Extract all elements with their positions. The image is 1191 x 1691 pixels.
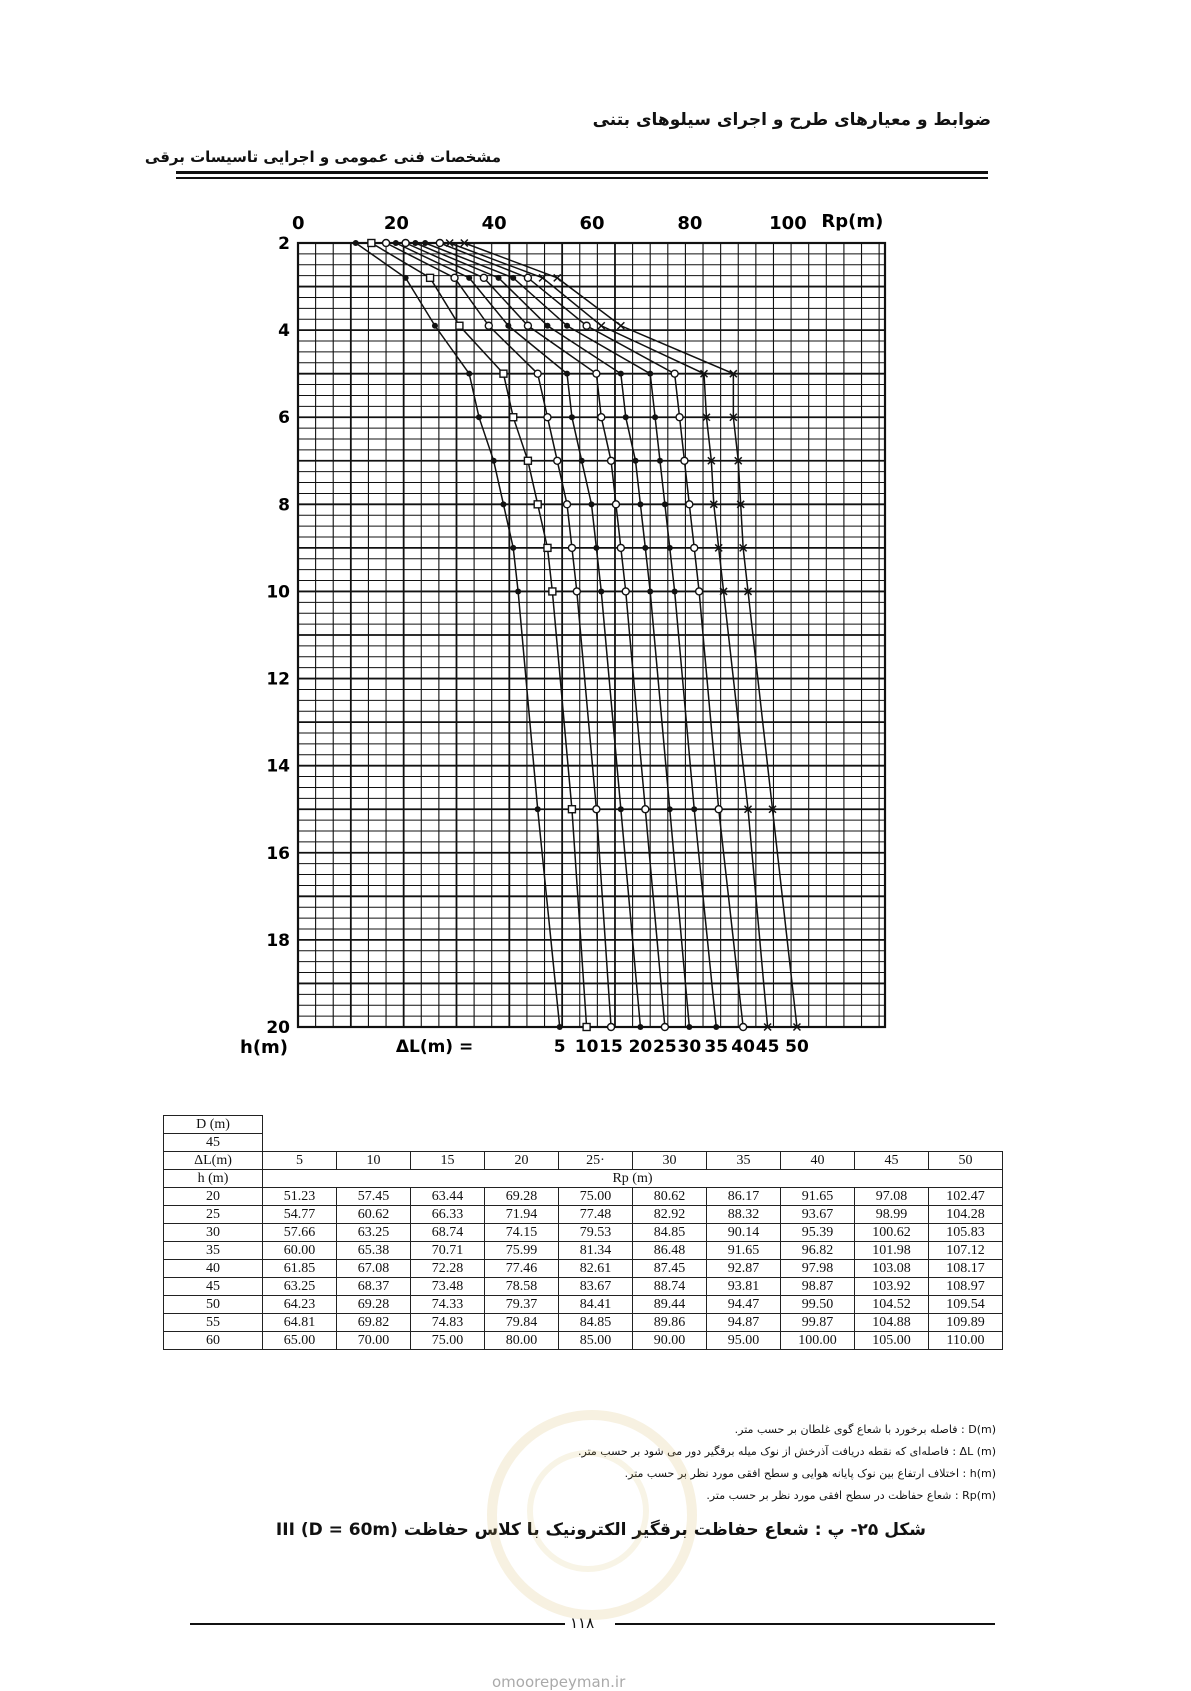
table-row [164, 1296, 1003, 1314]
data-point [598, 588, 604, 594]
table-row-h-label [164, 1170, 1003, 1188]
table-cell: 74.15 [485, 1224, 559, 1242]
table-cell: 69.28 [485, 1188, 559, 1206]
table-d-label: D (m) [164, 1116, 263, 1134]
table-h-value: 50 [164, 1296, 263, 1314]
table-cell: 68.74 [411, 1224, 485, 1242]
series-label: 10 [574, 1037, 599, 1057]
data-point [544, 544, 551, 551]
data-point [544, 323, 550, 329]
data-point [647, 588, 653, 594]
x-tick-label: 0 [292, 213, 305, 234]
table-cell: 100.62 [855, 1224, 929, 1242]
y-tick-label: 8 [278, 495, 290, 516]
watermark-seal-inner [527, 1450, 649, 1572]
table-cell: 89.44 [633, 1296, 707, 1314]
series-label: 5 [553, 1037, 566, 1057]
table-cell: 69.82 [337, 1314, 411, 1332]
table-h-value: 20 [164, 1188, 263, 1206]
table-cell: 94.47 [707, 1296, 781, 1314]
table-cell: 104.88 [855, 1314, 929, 1332]
table-cell: 63.44 [411, 1188, 485, 1206]
table-dl-value: 25· [559, 1152, 633, 1170]
table-h-value: 45 [164, 1278, 263, 1296]
data-point [667, 545, 673, 551]
table-dl-value: 15 [411, 1152, 485, 1170]
data-point [549, 588, 556, 595]
table-cell: 66.33 [411, 1206, 485, 1224]
table-cell: 70.71 [411, 1242, 485, 1260]
series-labels [396, 1037, 809, 1057]
footer-rule-left [190, 1623, 565, 1625]
table-cell: 104.28 [929, 1206, 1003, 1224]
table-h-value: 25 [164, 1206, 263, 1224]
data-point [618, 371, 624, 377]
data-point [568, 806, 575, 813]
table-cell: 82.61 [559, 1260, 633, 1278]
data-point [554, 457, 561, 464]
table-cell: 87.45 [633, 1260, 707, 1278]
table-row [164, 1260, 1003, 1278]
table-cell: 84.41 [559, 1296, 633, 1314]
series-label-prefix: ΔL(m) = [395, 1037, 474, 1057]
x-axis-label: Rp(m) [821, 211, 884, 232]
x-tick-label: 40 [481, 213, 507, 234]
table-cell: 64.81 [263, 1314, 337, 1332]
data-point [510, 275, 516, 281]
data-point [466, 371, 472, 377]
table-cell: 101.98 [855, 1242, 929, 1260]
data-point [491, 458, 497, 464]
x-tick-label: 60 [579, 213, 605, 234]
data-point [564, 501, 571, 508]
table-cell: 108.97 [929, 1278, 1003, 1296]
protection-radius-table [163, 1115, 1003, 1350]
table-dl-value: 50 [929, 1152, 1003, 1170]
table-row [164, 1206, 1003, 1224]
data-point [617, 544, 624, 551]
x-tick-label: 100 [769, 213, 807, 234]
data-point [524, 322, 531, 329]
table-dl-label: ΔL(m) [164, 1152, 263, 1170]
table-cell: 74.33 [411, 1296, 485, 1314]
table-cell: 109.54 [929, 1296, 1003, 1314]
data-point [505, 323, 511, 329]
table-cell: 70.00 [337, 1332, 411, 1350]
series-label: 30 [677, 1037, 702, 1057]
table-dl-value: 40 [781, 1152, 855, 1170]
data-point [593, 545, 599, 551]
data-point [671, 370, 678, 377]
table-cell: 93.67 [781, 1206, 855, 1224]
table-row-d-value [164, 1134, 1003, 1152]
y-tick-label: 12 [266, 669, 290, 690]
table-cell: 98.87 [781, 1278, 855, 1296]
y-tick-label: 20 [266, 1018, 290, 1038]
data-point [713, 1024, 719, 1030]
y-tick-label: 4 [278, 321, 290, 342]
definition-item: D(m) : فاصله برخورد با شعاع گوی غلطان بر حسب متر. [734, 1423, 996, 1436]
definition-item: ΔL (m) : فاصله‌ای که نقطه دریافت آذرخش از نوک میله برقگیر دور می شود بر حسب متر. [578, 1445, 996, 1458]
table-cell: 84.85 [559, 1314, 633, 1332]
y-tick-label: 6 [278, 408, 290, 429]
table-cell: 57.45 [337, 1188, 411, 1206]
data-point [485, 322, 492, 329]
data-point [672, 588, 678, 594]
table-cell: 89.86 [633, 1314, 707, 1332]
table-cell: 83.67 [559, 1278, 633, 1296]
data-point [422, 240, 428, 246]
y-tick-label: 18 [266, 930, 290, 951]
data-point [633, 458, 639, 464]
data-point [534, 370, 541, 377]
data-point [593, 806, 600, 813]
table-cell: 90.14 [707, 1224, 781, 1242]
table-cell: 100.00 [781, 1332, 855, 1350]
series-label: 50 [785, 1037, 809, 1057]
table-cell: 86.48 [633, 1242, 707, 1260]
table-cell: 84.85 [633, 1224, 707, 1242]
table-blank [263, 1134, 1003, 1152]
data-point [569, 414, 575, 420]
page-number: ۱۱۸ [570, 1614, 595, 1632]
table-cell: 99.50 [781, 1296, 855, 1314]
table-cell: 95.00 [707, 1332, 781, 1350]
table-cell: 68.37 [337, 1278, 411, 1296]
data-point [573, 588, 580, 595]
y-tick-label: 14 [266, 756, 290, 777]
table-cell: 77.48 [559, 1206, 633, 1224]
table-row-dl [164, 1152, 1003, 1170]
data-point [598, 414, 605, 421]
data-point [534, 501, 541, 508]
table-dl-value: 45 [855, 1152, 929, 1170]
data-point [383, 240, 390, 247]
data-point [593, 370, 600, 377]
data-point [564, 371, 570, 377]
data-point [612, 501, 619, 508]
table-cell: 82.92 [633, 1206, 707, 1224]
table-cell: 54.77 [263, 1206, 337, 1224]
data-point [353, 240, 359, 246]
table-cell: 75.00 [411, 1332, 485, 1350]
data-point [500, 501, 506, 507]
table-cell: 102.47 [929, 1188, 1003, 1206]
table-rp-label: Rp (m) [263, 1170, 1003, 1188]
table-cell: 77.46 [485, 1260, 559, 1278]
watermark-text: omoorepeyman.ir [492, 1673, 626, 1691]
table-cell: 97.98 [781, 1260, 855, 1278]
table-dl-value: 35 [707, 1152, 781, 1170]
table-cell: 97.08 [855, 1188, 929, 1206]
table-row [164, 1224, 1003, 1242]
table-cell: 80.00 [485, 1332, 559, 1350]
data-point [427, 274, 434, 281]
table-cell: 103.92 [855, 1278, 929, 1296]
table-cell: 74.83 [411, 1314, 485, 1332]
data-point [652, 414, 658, 420]
data-point [466, 275, 472, 281]
data-point [598, 322, 605, 329]
data-point [524, 274, 531, 281]
table-cell: 65.38 [337, 1242, 411, 1260]
data-point [535, 806, 541, 812]
data-point [681, 457, 688, 464]
data-point [583, 322, 590, 329]
data-point [622, 588, 629, 595]
table-cell: 90.00 [633, 1332, 707, 1350]
data-point [500, 370, 507, 377]
y-tick-label: 10 [266, 582, 290, 603]
definition-item: h(m) : اختلاف ارتفاع بین نوک پایانه هوایی و سطح افقی مورد نظر بر حسب متر. [624, 1467, 996, 1480]
footer-rule-right [615, 1623, 995, 1625]
data-point [510, 414, 517, 421]
series-label: 25 [653, 1037, 677, 1057]
data-point [412, 240, 418, 246]
data-point [432, 323, 438, 329]
table-cell: 60.62 [337, 1206, 411, 1224]
x-tick-label: 20 [383, 213, 409, 234]
table-cell: 75.00 [559, 1188, 633, 1206]
table-h-value: 55 [164, 1314, 263, 1332]
y-tick-labels [266, 234, 290, 1038]
table-cell: 78.58 [485, 1278, 559, 1296]
header-rule-thick [176, 171, 988, 174]
data-point [510, 545, 516, 551]
data-point [524, 457, 531, 464]
table-cell: 63.25 [263, 1278, 337, 1296]
data-point [637, 1024, 643, 1030]
table-row [164, 1278, 1003, 1296]
table-cell: 72.28 [411, 1260, 485, 1278]
table-cell: 65.00 [263, 1332, 337, 1350]
data-point [568, 544, 575, 551]
data-point [676, 414, 683, 421]
table-cell: 69.28 [337, 1296, 411, 1314]
table-cell: 67.08 [337, 1260, 411, 1278]
table-cell: 63.25 [337, 1224, 411, 1242]
table-cell: 91.65 [781, 1188, 855, 1206]
table-cell: 80.62 [633, 1188, 707, 1206]
table-cell: 64.23 [263, 1296, 337, 1314]
chart-grid [298, 243, 885, 1027]
series-label: 35 [704, 1037, 729, 1057]
table-cell: 99.87 [781, 1314, 855, 1332]
table-cell: 61.85 [263, 1260, 337, 1278]
data-point [368, 240, 375, 247]
table-row [164, 1314, 1003, 1332]
table-cell: 94.87 [707, 1314, 781, 1332]
table-cell: 71.94 [485, 1206, 559, 1224]
data-point [642, 806, 649, 813]
table-cell: 105.00 [855, 1332, 929, 1350]
table-cell: 98.99 [855, 1206, 929, 1224]
table-h-value: 30 [164, 1224, 263, 1242]
series-label: 20 [628, 1037, 653, 1057]
table-cell: 57.66 [263, 1224, 337, 1242]
data-point [589, 501, 595, 507]
data-point [476, 414, 482, 420]
data-point [436, 240, 443, 247]
data-point [657, 458, 663, 464]
data-point [456, 322, 463, 329]
table-cell: 107.12 [929, 1242, 1003, 1260]
data-point [696, 588, 703, 595]
data-point [686, 501, 693, 508]
table-cell: 110.00 [929, 1332, 1003, 1350]
series-label: 45 [755, 1037, 780, 1057]
table-cell: 109.89 [929, 1314, 1003, 1332]
data-point [618, 806, 624, 812]
definition-item: Rp(m) : شعاع حفاظت در سطح افقی مورد نظر بر حسب متر. [706, 1489, 996, 1502]
data-point [662, 501, 668, 507]
series-label: 15 [599, 1037, 623, 1057]
table-h-label: h (m) [164, 1170, 263, 1188]
document-title: ضوابط و معیارهای طرح و اجرای سیلوهای بتنی [592, 110, 991, 130]
table-dl-value: 30 [633, 1152, 707, 1170]
data-point [557, 1024, 563, 1030]
data-point [691, 806, 697, 812]
data-point [480, 274, 487, 281]
data-point [642, 545, 648, 551]
table-cell: 88.32 [707, 1206, 781, 1224]
data-point [496, 275, 502, 281]
data-point [637, 501, 643, 507]
data-point [515, 588, 521, 594]
data-point [623, 414, 629, 420]
table-cell: 93.81 [707, 1278, 781, 1296]
y-tick-label: 16 [266, 843, 290, 864]
table-h-value: 35 [164, 1242, 263, 1260]
table-cell: 103.08 [855, 1260, 929, 1278]
y-axis-label: h(m) [240, 1037, 289, 1058]
table-cell: 96.82 [781, 1242, 855, 1260]
table-cell: 60.00 [263, 1242, 337, 1260]
data-point [583, 1024, 590, 1031]
table-h-value: 60 [164, 1332, 263, 1350]
table-cell: 81.34 [559, 1242, 633, 1260]
data-point [393, 240, 399, 246]
figure-caption: شکل ۲۵- پ : شعاع حفاظت برقگیر الکترونیک با کلاس حفاظت III (D = 60m) [275, 1520, 926, 1540]
table-cell: 51.23 [263, 1188, 337, 1206]
data-point [740, 1024, 747, 1031]
data-point [608, 1024, 615, 1031]
table-cell: 75.99 [485, 1242, 559, 1260]
data-point [617, 322, 624, 329]
data-point [564, 323, 570, 329]
table-blank [263, 1116, 1003, 1134]
x-tick-label: 80 [677, 213, 703, 234]
data-point [661, 1024, 668, 1031]
data-point [451, 274, 458, 281]
table-cell: 85.00 [559, 1332, 633, 1350]
data-point [544, 414, 551, 421]
y-tick-label: 2 [278, 234, 290, 254]
table-cell: 91.65 [707, 1242, 781, 1260]
data-point [403, 275, 409, 281]
table-cell: 79.37 [485, 1296, 559, 1314]
table-cell: 95.39 [781, 1224, 855, 1242]
data-point [608, 457, 615, 464]
document-subtitle: مشخصات فنی عمومی و اجرایی تاسیسات برقی [144, 148, 501, 166]
table-row-d-label [164, 1116, 1003, 1134]
table-dl-value: 5 [263, 1152, 337, 1170]
data-point [715, 806, 722, 813]
header-rule-thin [176, 177, 988, 179]
series-label: 40 [731, 1037, 755, 1057]
table-row [164, 1188, 1003, 1206]
data-point [691, 544, 698, 551]
data-point [667, 806, 673, 812]
table-h-value: 40 [164, 1260, 263, 1278]
table-cell: 86.17 [707, 1188, 781, 1206]
table-dl-value: 20 [485, 1152, 559, 1170]
table-cell: 79.53 [559, 1224, 633, 1242]
table-d-value: 45 [164, 1134, 263, 1152]
table-cell: 105.83 [929, 1224, 1003, 1242]
data-point [647, 371, 653, 377]
table-cell: 92.87 [707, 1260, 781, 1278]
data-point [686, 1024, 692, 1030]
table-cell: 73.48 [411, 1278, 485, 1296]
table-cell: 79.84 [485, 1314, 559, 1332]
protection-radius-chart [240, 205, 930, 1075]
table-row [164, 1242, 1003, 1260]
table-cell: 104.52 [855, 1296, 929, 1314]
data-point [579, 458, 585, 464]
table-row [164, 1332, 1003, 1350]
x-tick-labels [292, 213, 807, 234]
table-cell: 88.74 [633, 1278, 707, 1296]
table-cell: 108.17 [929, 1260, 1003, 1278]
table-dl-value: 10 [337, 1152, 411, 1170]
data-point [402, 240, 409, 247]
